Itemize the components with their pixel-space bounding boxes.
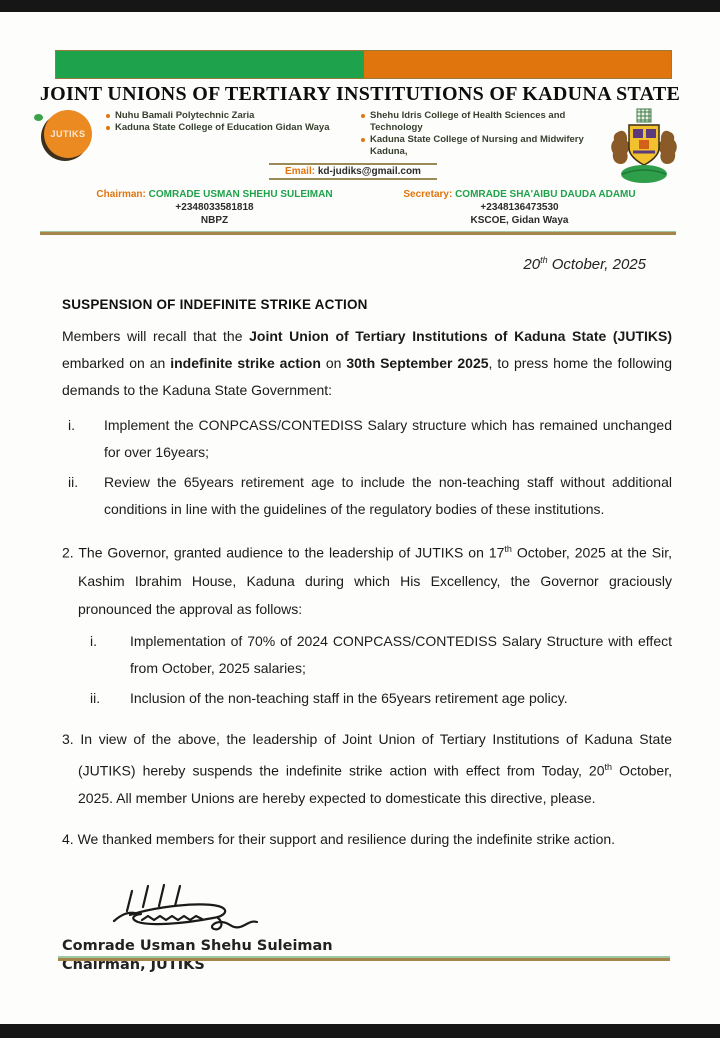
secretary-phone: +2348136473530 [480,202,559,213]
paragraph-1 [62,323,672,404]
paragraph-2 [62,535,672,623]
email-row [106,161,600,180]
para2-seg: October, 2025 at the Sir, Kashim Ibrahim House, Kaduna during which His Excellency, the Governor graciously pronounced the approval as follows: [78,544,673,617]
para3-ordinal: th [604,761,613,772]
institution-lists [106,110,600,158]
para1-seg: embarked on an [62,355,171,371]
secretary-org: KSCOE, Gidan Waya [470,215,569,226]
bullet-icon [361,138,365,142]
chairman-label: Chairman: [96,189,146,200]
institution-name: Kaduna State College of Nursing and Midwifery Kaduna, [370,134,584,157]
letter-body [0,255,720,973]
list-item [106,110,351,122]
list-item [90,628,672,682]
jutiks-logo-text: JUTIKS [50,129,86,139]
email-line [269,163,437,180]
footer-divider [58,956,670,961]
institution-name: Shehu Idris College of Health Sciences and Technology [370,110,566,133]
email-address: kd-judiks@gmail.com [317,166,421,177]
letterhead-divider [40,231,676,235]
letter-date [62,255,672,273]
list-item [106,122,351,134]
list-numeral: ii. [68,474,79,490]
bottom-black-bar [0,1024,720,1038]
signatory-title: Chairman, JUTIKS [62,957,205,974]
jutiks-logo [34,108,106,164]
para2-ordinal: th [504,544,512,554]
email-label: Email: [285,166,316,177]
list-text: Implementation of 70% of 2024 CONPCASS/CONTEDISS Salary Structure with effect from October, 2025 salaries; [130,632,672,676]
letterhead-row [34,108,680,184]
letterhead-center [106,108,600,180]
institution-name: Kaduna State College of Education Gidan Waya [115,122,330,133]
officials-row [62,188,672,227]
coat-of-arms [600,108,680,184]
secretary-block [367,188,672,227]
list-text: Inclusion of the non-teaching staff in the 65years retirement age policy. [130,689,568,706]
chairman-block [62,188,367,227]
banner-green-block [56,51,364,78]
list-numeral: i. [68,417,75,433]
para1-seg: Members will recall that the [62,328,250,344]
subject-line: SUSPENSION OF INDEFINITE STRIKE ACTION [62,297,368,312]
banner-orange-block [364,51,672,78]
date-day: 20 [523,256,541,273]
chairman-org: NBPZ [200,215,229,226]
para3-seg: 3. In view of the above, the leadership of Joint Union of Tertiary Institutions of Kaduna State (JUTIKS) hereby suspends the indefinite strike action with effect from Today, 20 [62,730,672,779]
demand-list [62,412,672,523]
date-rest: October, 2025 [547,256,646,273]
signatory-name: Comrade Usman Shehu Suleiman [62,938,333,955]
para1-seg-bold: 30th September 2025 [346,355,489,371]
paragraph-3 [62,725,672,813]
bullet-icon [106,126,110,130]
chairman-name: COMRADE USMAN SHEHU SULEIMAN [148,189,333,200]
institution-list-left [106,110,351,158]
para1-seg: , to press home the following demands to the Kaduna State Government: [62,355,672,398]
organization-title: JOINT UNIONS OF TERTIARY INSTITUTIONS OF KADUNA STATE [39,83,681,105]
bullet-icon [361,114,365,118]
list-text: Review the 65years retirement age to include the non-teaching staff without additional conditions in line with the guidelines of the regulatory bodies of these institutions. [104,474,672,517]
para1-seg-bold: indefinite strike action [170,355,321,371]
list-item [90,685,672,712]
institution-list-right [351,110,600,158]
list-text: Implement the CONPCASS/CONTEDISS Salary structure which has remained unchanged for over 16years; [104,417,672,460]
para3-seg: October, 2025. All member Unions are hereby expected to domesticate this directive, please. [78,762,672,807]
para1-seg: on [320,355,347,371]
kaduna-coat-of-arms-icon [608,108,680,184]
list-item [68,469,672,523]
date-ordinal: th [540,255,548,265]
signature-icon [110,879,285,933]
letterhead-banner [55,50,672,79]
institution-name: Nuhu Bamali Polytechnic Zaria [115,110,255,121]
list-item [68,412,672,466]
list-numeral: i. [90,632,97,649]
secretary-label: Secretary: [403,189,453,200]
bullet-icon [106,114,110,118]
paragraph-4: 4. We thanked members for their support and resilience during the indefinite strike action. [62,831,616,848]
approval-list [62,628,672,712]
jutiks-logo-circle [44,110,92,158]
top-black-bar [0,0,720,12]
green-dot-icon [34,114,43,121]
secretary-name: COMRADE SHA'AIBU DAUDA ADAMU [455,189,636,200]
para2-seg: 2. The Governor, granted audience to the leadership of JUTIKS on 17 [62,544,505,561]
list-numeral: ii. [90,689,101,706]
list-item [361,110,600,134]
para1-seg-bold: Joint Union of Tertiary Institutions of Kaduna State (JUTIKS) [249,328,672,344]
list-item [361,134,600,158]
chairman-phone: +2348033581818 [175,202,254,213]
